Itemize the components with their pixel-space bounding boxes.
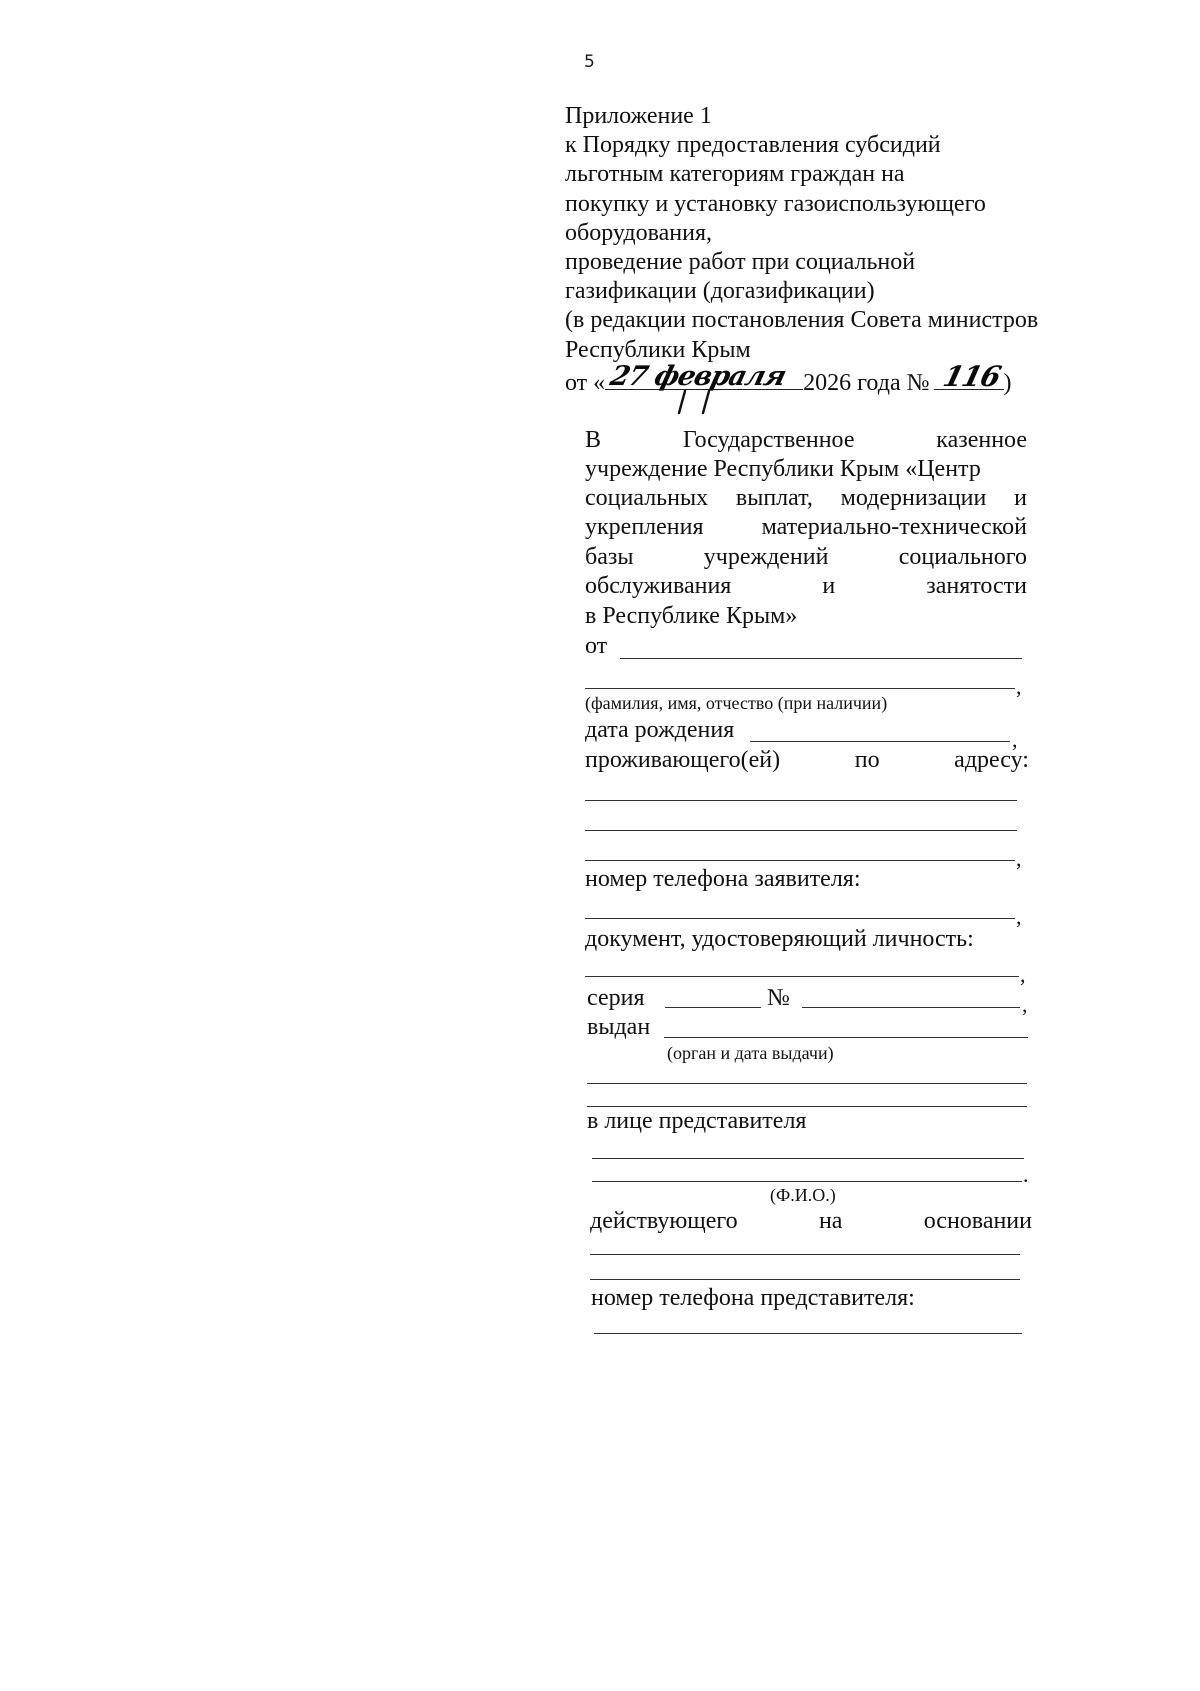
addressee-word: и: [822, 573, 836, 599]
addressee-word: материально-технической: [761, 514, 1027, 540]
comma: ,: [1020, 962, 1026, 987]
id-document-field[interactable]: [585, 976, 1019, 977]
acting-word: действующего: [590, 1208, 738, 1234]
representative-name-field-1[interactable]: [592, 1158, 1024, 1159]
appendix-line: льготным категориям граждан на: [565, 161, 905, 188]
issued-hint: (орган и дата выдачи): [667, 1043, 834, 1063]
appendix-line: Приложение 1: [565, 103, 712, 129]
addressee-word: обслуживания: [585, 573, 732, 599]
residing-address-label: [585, 746, 1029, 775]
appendix-line: Республики Крым: [565, 336, 751, 363]
addressee-word: базы: [585, 544, 634, 570]
residing-word: проживающего(ей): [585, 747, 781, 773]
addressee-word: социального: [898, 544, 1027, 570]
residing-word: адресу:: [954, 747, 1029, 773]
period: .: [1023, 1162, 1029, 1187]
applicant-phone-label: номер телефона заявителя:: [585, 866, 861, 892]
comma: ,: [1022, 992, 1028, 1017]
issued-by-field[interactable]: [664, 1037, 1028, 1038]
page-number: 5: [584, 52, 595, 72]
appendix-header: [565, 102, 1125, 398]
representative-hint: (Ф.И.О.): [770, 1185, 836, 1205]
name-hint: (фамилия, имя, отчество (при наличии): [585, 693, 888, 713]
resolution-date-line: [565, 359, 1125, 398]
applicant-phone-field[interactable]: [585, 918, 1015, 919]
issued-label: выдан: [587, 1014, 651, 1040]
appendix-line: покупку и установку газоиспользующего: [565, 190, 986, 217]
handwritten-date: 27 февраля: [607, 360, 789, 392]
series-field[interactable]: [665, 1007, 761, 1008]
addressee-word: и: [1014, 485, 1027, 511]
residing-word: по: [854, 747, 880, 773]
acting-basis-field-2[interactable]: [590, 1279, 1020, 1280]
birth-date-field[interactable]: [750, 741, 1010, 742]
addressee-word: Государственное: [682, 427, 855, 453]
acting-word: на: [818, 1208, 843, 1234]
acting-basis-field-1[interactable]: [590, 1254, 1020, 1255]
addressee-word: занятости: [926, 573, 1027, 599]
addressee-word: казенное: [936, 427, 1027, 453]
appendix-line: (в редакции постановления Совета министров: [565, 307, 1039, 334]
address-field-3[interactable]: [585, 860, 1015, 861]
representative-phone-field[interactable]: [594, 1333, 1022, 1334]
address-field-1[interactable]: [585, 800, 1017, 801]
representative-name-field-2[interactable]: [592, 1181, 1022, 1182]
representative-phone-label: номер телефона представителя:: [591, 1285, 915, 1311]
addressee-word: модернизации: [840, 485, 987, 511]
birth-date-label: дата рождения: [585, 717, 735, 743]
addressee-line-4: [585, 513, 1027, 542]
addressee-line-2: учреждение Республики Крым «Центр: [585, 456, 981, 482]
applicant-name-field[interactable]: [620, 658, 1022, 659]
id-document-label: документ, удостоверяющий личность:: [585, 926, 974, 952]
addressee-word: выплат,: [735, 485, 813, 511]
addressee-line-5: [585, 543, 1027, 572]
addressee-line-3: [585, 484, 1027, 513]
number-label: №: [767, 985, 790, 1011]
handwritten-date-field: [605, 360, 803, 392]
comma: ,: [1016, 904, 1022, 929]
handwritten-number-field: [934, 359, 1004, 393]
appendix-line: к Порядку предоставления субсидий: [565, 132, 941, 159]
date-prefix: от «: [565, 369, 606, 396]
issued-by-field-2[interactable]: [587, 1083, 1027, 1084]
addressee-word: социальных: [585, 485, 709, 511]
comma: ,: [1016, 846, 1022, 871]
representative-label: в лице представителя: [587, 1108, 807, 1134]
closing-paren: ): [1003, 369, 1012, 396]
year-number-text: 2026 года №: [803, 369, 930, 396]
applicant-name-field-2[interactable]: [585, 688, 1015, 689]
addressee-line-7: в Республике Крым»: [585, 603, 798, 629]
series-label: серия: [587, 985, 645, 1011]
handwritten-number: 116: [939, 359, 1004, 393]
addressee-line-1: [585, 426, 1027, 455]
appendix-line: газификации (догазификации): [565, 278, 875, 305]
addressee-word: укрепления: [585, 514, 704, 540]
addressee-word: В: [585, 427, 602, 453]
handwriting-descender-icon: [677, 389, 737, 415]
acting-word: основании: [923, 1208, 1032, 1234]
addressee-line-6: [585, 572, 1027, 601]
from-label: от: [585, 633, 608, 659]
addressee-word: учреждений: [703, 544, 829, 570]
appendix-line: оборудования,: [565, 219, 712, 246]
appendix-line: проведение работ при социальной: [565, 249, 916, 276]
acting-basis-label: [590, 1207, 1032, 1236]
document-number-field[interactable]: [802, 1007, 1020, 1008]
comma: ,: [1016, 674, 1022, 699]
address-field-2[interactable]: [585, 830, 1017, 831]
comma: ,: [1012, 727, 1018, 752]
